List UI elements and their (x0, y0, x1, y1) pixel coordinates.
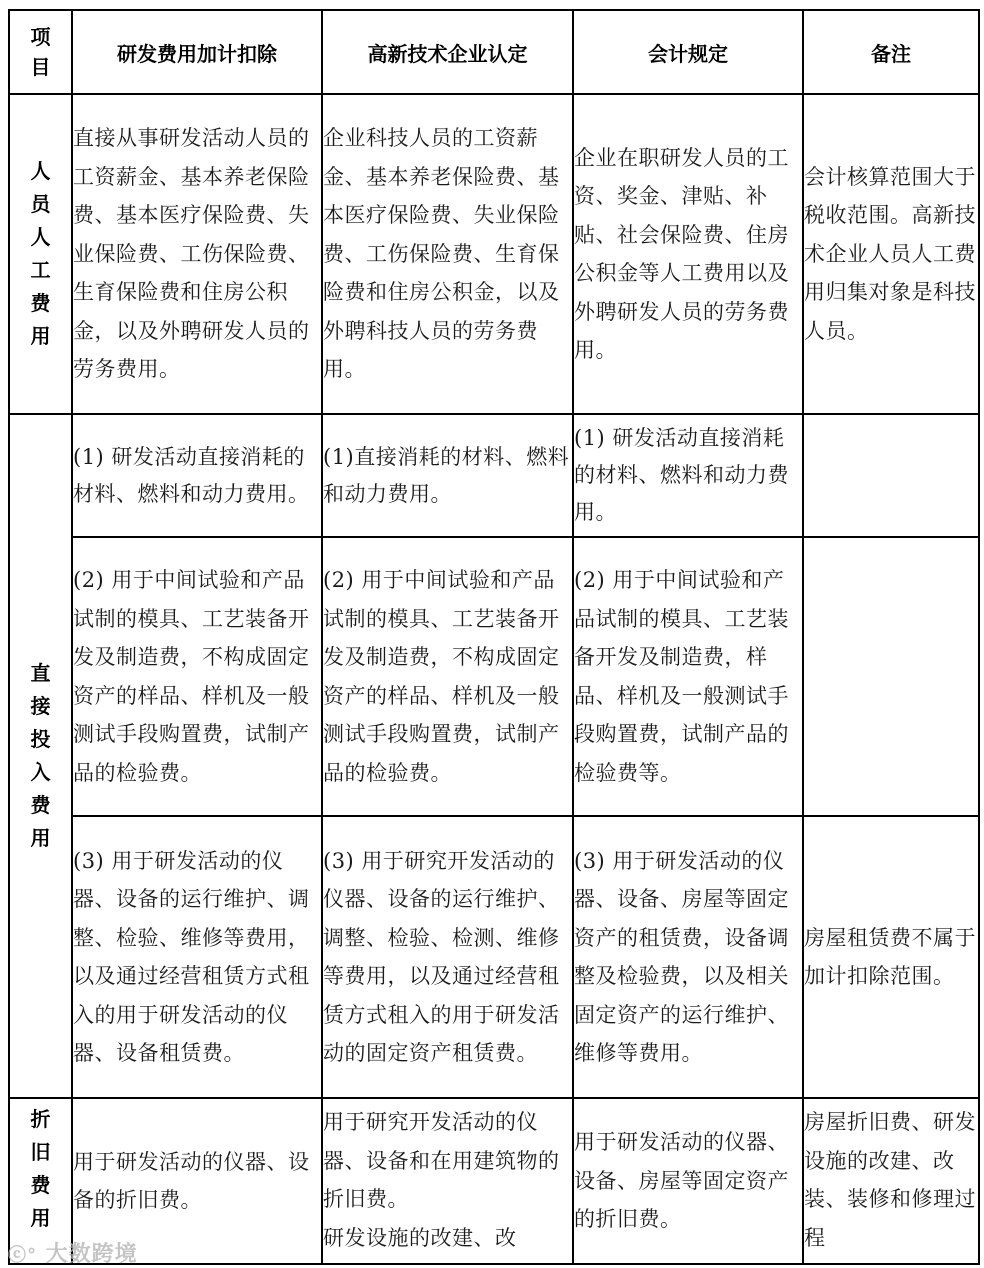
header-col2: 高新技术企业认定 (322, 10, 573, 94)
header-item (9, 10, 72, 94)
header-col4: 备注 (803, 10, 979, 94)
row-depreciation (9, 1098, 979, 1264)
cell-text: (1) 研发活动直接消耗的材料、燃料和动力费用。 (73, 444, 310, 506)
cell-text: 房屋租赁费不属于加计扣除范围。 (804, 925, 976, 988)
header-row (9, 10, 979, 94)
cell-text: (2) 用于中间试验和产品试制的模具、工艺装备开发及制造费，不构成固定资产的样品、样机及一般测试手段购置费，试制产品的检验费。 (323, 568, 560, 785)
cell-direct1-col3 (573, 414, 803, 537)
cell-text: 房屋折旧费、研发设施的改建、改装、装修和修理过程 (804, 1110, 976, 1250)
cell-personnel-col2 (322, 94, 573, 414)
cell-text: 用于研究开发活动的仪器、设备和在用建筑物的折旧费。 (323, 1110, 560, 1211)
cell-depreciation-col4 (803, 1098, 979, 1264)
watermark-text: 大数跨境 (45, 1242, 138, 1267)
watermark (8, 1237, 138, 1268)
row-direct-1 (9, 414, 979, 537)
cell-text: 会计核算范围大于税收范围。高新技术企业人员人工费用归集对象是科技人员。 (804, 164, 976, 343)
cell-text: (3) 用于研究开发活动的仪器、设备的运行维护、调整、检验、检测、维修等费用，以及通过经营租赁方式租入的用于研发活动的固定资产租赁费。 (323, 848, 560, 1065)
cell-text: (1)直接消耗的材料、燃料和动力费用。 (323, 444, 570, 506)
header-item-label: 项目 (30, 25, 51, 79)
cell-text: 直接从事研发活动人员的工资薪金、基本养老保险费、基本医疗保险费、失业保险费、工伤保险费、生育保险费和住房公积金，以及外聘研发人员的劳务费用。 (73, 126, 310, 382)
watermark-logo-icon: ⓒ° (8, 1245, 37, 1266)
cell-text: 企业在职研发人员的工资、奖金、津贴、补贴、社会保险费、住房公积金等人工费用以及外聘研发人员的劳务费用。 (574, 145, 789, 362)
cell-direct3-col4 (803, 816, 979, 1098)
row-personnel (9, 94, 979, 414)
row-direct-2 (9, 537, 979, 816)
cell-text: (1) 研发活动直接消耗的材料、燃料和动力费用。 (574, 426, 789, 524)
cell-personnel-col1 (72, 94, 322, 414)
header-col3: 会计规定 (573, 10, 803, 94)
row-label-text: 折旧费用 (30, 1107, 51, 1230)
cell-direct2-col4 (803, 537, 979, 816)
cell-text: (3) 用于研发活动的仪器、设备的运行维护、调整、检验、维修等费用，以及通过经营租赁方式租入的用于研发活动的仪器、设备租赁费。 (73, 848, 310, 1065)
cell-direct1-col4 (803, 414, 979, 537)
comparison-table (8, 9, 980, 1265)
cell-text-continued: 研发设施的改建、改 (323, 1225, 517, 1250)
row-label-text: 人员人工费用 (30, 159, 51, 348)
cell-direct2-col3 (573, 537, 803, 816)
cell-direct3-col1 (72, 816, 322, 1098)
cell-text: (3) 用于研发活动的仪器、设备、房屋等固定资产的租赁费，设备调整及检验费，以及相关固定资产的运行维护、维修等费用。 (574, 848, 789, 1065)
row-label-text: 直接投入费用 (30, 661, 51, 850)
cell-text: (2) 用于中间试验和产品试制的模具、工艺装备开发及制造费，不构成固定资产的样品、样机及一般测试手段购置费，试制产品的检验费。 (73, 568, 310, 785)
cell-depreciation-col3 (573, 1098, 803, 1264)
cell-direct1-col1 (72, 414, 322, 537)
cell-personnel-col4 (803, 94, 979, 414)
header-col1: 研发费用加计扣除 (72, 10, 322, 94)
cell-text: 用于研发活动的仪器、设备的折旧费。 (73, 1149, 310, 1212)
cell-text: 企业科技人员的工资薪金、基本养老保险费、基本医疗保险费、失业保险费、工伤保险费、生育保险费和住房公积金，以及外聘科技人员的劳务费用。 (323, 126, 560, 382)
cell-text: 用于研发活动的仪器、设备、房屋等固定资产的折旧费。 (574, 1130, 789, 1232)
cell-direct2-col1 (72, 537, 322, 816)
cell-depreciation-col2 (322, 1098, 573, 1264)
row-label-personnel (9, 94, 72, 414)
cell-personnel-col3 (573, 94, 803, 414)
cell-text: (2) 用于中间试验和产品试制的模具、工艺装备开发及制造费，样品、样机及一般测试手段购置费，试制产品的检验费等。 (574, 568, 789, 785)
cell-direct2-col2 (322, 537, 573, 816)
row-label-direct (9, 414, 72, 1098)
cell-direct3-col2 (322, 816, 573, 1098)
row-direct-3 (9, 816, 979, 1098)
cell-direct1-col2 (322, 414, 573, 537)
cell-direct3-col3 (573, 816, 803, 1098)
